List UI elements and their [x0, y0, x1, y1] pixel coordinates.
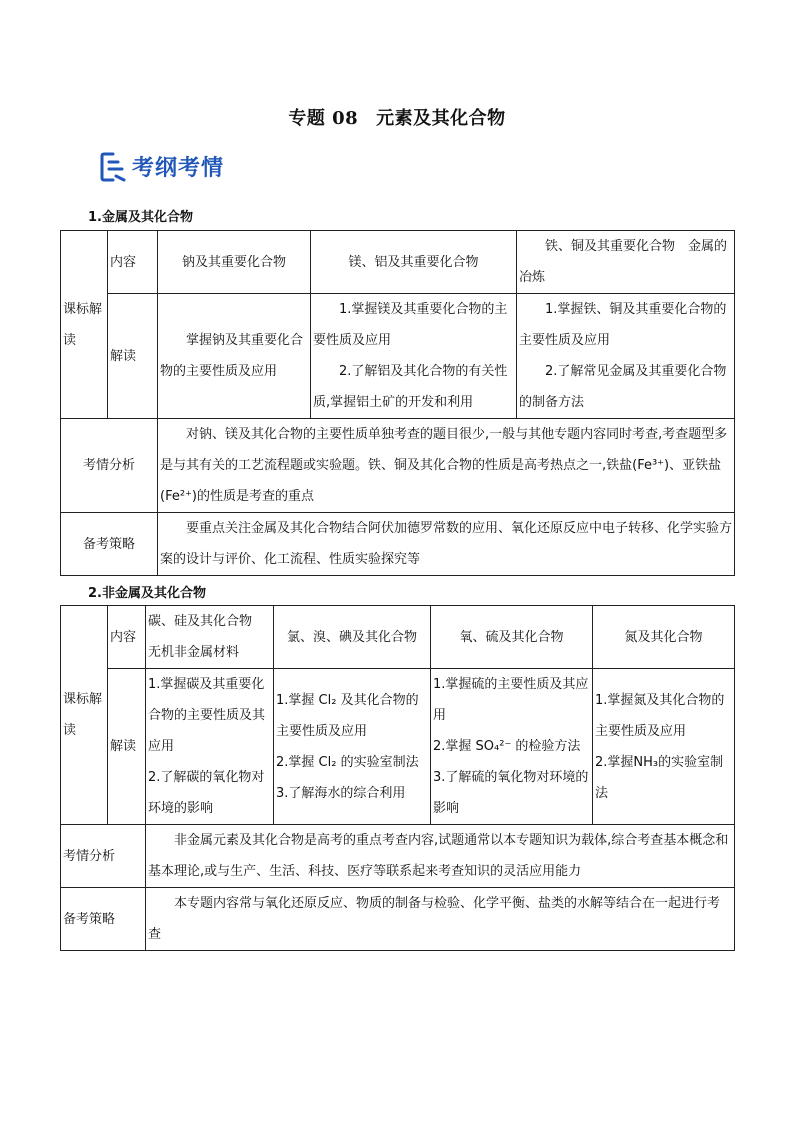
mg-point-1: 1.掌握镁及其重要化合物的主要性质及应用 — [313, 302, 508, 348]
page-title — [0, 104, 794, 130]
c-point-1: 1.掌握碳及其重要化合物的主要性质及其应用 — [148, 677, 266, 754]
col-iron-body — [517, 294, 735, 419]
cl-point-3: 3.了解海水的综合利用 — [276, 785, 406, 801]
jiedu-label: 解读 — [108, 294, 158, 419]
cl-point-2: 2.掌握 Cl₂ 的实验室制法 — [276, 754, 419, 770]
nonmetals-table — [60, 605, 735, 951]
kaoqing-label: 考情分析 — [61, 825, 146, 888]
n-point-1: 1.掌握氮及其化合物的主要性质及应用 — [595, 692, 725, 739]
col-nitrogen-body — [593, 669, 735, 825]
col-carbon-body — [146, 669, 274, 825]
document-icon — [100, 152, 126, 180]
neirong-label: 内容 — [108, 606, 146, 669]
col-chlorine-body — [274, 669, 431, 825]
col-magnesium-body — [311, 294, 517, 419]
jiedu-label: 解读 — [108, 669, 146, 825]
col-nitrogen-head: 氮及其化合物 — [593, 606, 735, 669]
col-magnesium-head: 镁、铝及其重要化合物 — [311, 231, 517, 294]
col-sulfur-head: 氧、硫及其化合物 — [431, 606, 593, 669]
col-carbon-head: 碳、硅及其化合物 无机非金属材料 — [146, 606, 274, 669]
n-point-2: 2.掌握NH₃的实验室制法 — [595, 754, 724, 801]
s-point-2: 2.掌握 SO₄²⁻ 的检验方法 — [433, 739, 581, 754]
kebiao-label: 课标解读 — [61, 606, 108, 825]
cl-point-1: 1.掌握 Cl₂ 及其化合物的主要性质及应用 — [276, 692, 419, 739]
mg-point-2: 2.了解铝及其化合物的有关性质,掌握铝土矿的开发和利用 — [313, 364, 508, 410]
s-point-3: 3.了解硫的氧化物对环境的影响 — [433, 770, 589, 816]
kaoqing-text: 非金属元素及其化合物是高考的重点考查内容,试题通常以本专题知识为载体,综合考查基本概念和基本理论,或与生产、生活、科技、医疗等联系起来考查知识的灵活应用能力 — [146, 825, 735, 888]
beikao-text: 本专题内容常与氧化还原反应、物质的制备与检验、化学平衡、盐类的水解等结合在一起进行考查 — [146, 888, 735, 951]
section1-heading: 1.金属及其化合物 — [88, 210, 193, 225]
kaoqing-label: 考情分析 — [61, 419, 158, 513]
fe-point-1: 1.掌握铁、铜及其重要化合物的主要性质及应用 — [519, 302, 727, 348]
neirong-label: 内容 — [108, 231, 158, 294]
metals-table — [60, 230, 735, 576]
col-chlorine-head: 氯、溴、碘及其化合物 — [274, 606, 431, 669]
col-sodium-body: 掌握钠及其重要化合物的主要性质及应用 — [158, 294, 311, 419]
beikao-label: 备考策略 — [61, 513, 158, 576]
beikao-label: 备考策略 — [61, 888, 146, 951]
col-iron-head: 铁、铜及其重要化合物 金属的冶炼 — [517, 231, 735, 294]
beikao-text: 要重点关注金属及其化合物结合阿伏加德罗常数的应用、氧化还原反应中电子转移、化学实验方案的设计与评价、化工流程、性质实验探究等 — [158, 513, 735, 576]
col-sodium-head: 钠及其重要化合物 — [158, 231, 311, 294]
fe-point-2: 2.了解常见金属及其重要化合物的制备方法 — [519, 364, 727, 410]
kebiao-label: 课标解读 — [61, 231, 108, 419]
kaoqing-text: 对钠、镁及其化合物的主要性质单独考查的题目很少,一般与其他专题内容同时考查,考查题型多是与其有关的工艺流程题或实验题。铁、铜及其化合物的性质是高考热点之一,铁盐(Fe³⁺)、亚铁盐(Fe²⁺)的性质是考查的重点 — [158, 419, 735, 513]
c-point-2: 2.了解碳的氧化物对环境的影响 — [148, 770, 265, 816]
section-badge — [100, 148, 224, 184]
section2-heading: 2.非金属及其化合物 — [88, 586, 206, 601]
title-prefix: 专题 08 — [288, 108, 359, 129]
title-main: 元素及其化合物 — [376, 108, 506, 129]
s-point-1: 1.掌握硫的主要性质及其应用 — [433, 677, 589, 723]
badge-label: 考纲考情 — [132, 155, 225, 181]
col-sulfur-body — [431, 669, 593, 825]
